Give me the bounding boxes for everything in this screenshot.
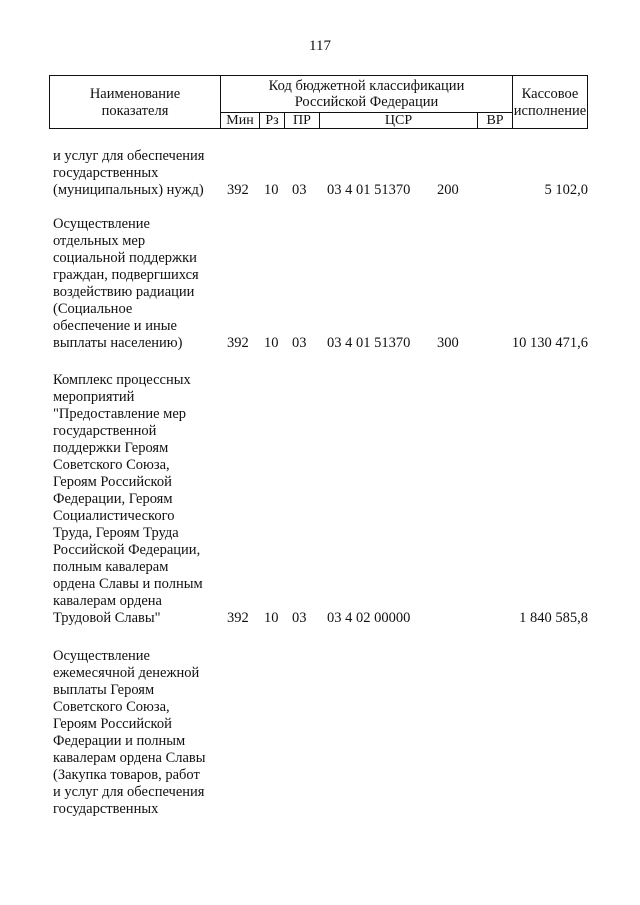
header-name: Наименование показателя bbox=[49, 75, 221, 129]
table-row bbox=[53, 372, 588, 627]
row-pr: 03 bbox=[292, 182, 307, 198]
row-csr: 03 4 01 51370 bbox=[327, 335, 411, 351]
header-min: Мин bbox=[220, 112, 260, 129]
row-csr: 03 4 02 00000 bbox=[327, 610, 411, 626]
table-row bbox=[53, 648, 588, 818]
row-rz: 10 bbox=[264, 610, 279, 626]
header-csr: ЦСР bbox=[319, 112, 478, 129]
table-row bbox=[53, 216, 588, 352]
row-vr: 300 bbox=[437, 335, 459, 351]
row-name: и услуг для обеспечения государственных (муниципальных) нужд) bbox=[53, 148, 205, 198]
header-cash: Кассовое исполнение bbox=[512, 75, 588, 129]
table-row bbox=[53, 148, 588, 199]
header-vr: ВР bbox=[477, 112, 513, 129]
row-rz: 10 bbox=[264, 182, 279, 198]
header-pr: ПР bbox=[284, 112, 320, 129]
page-number: 117 bbox=[309, 38, 331, 54]
row-pr: 03 bbox=[292, 610, 307, 626]
header-rz: Рз bbox=[259, 112, 285, 129]
row-min: 392 bbox=[227, 182, 249, 198]
row-rz: 10 bbox=[264, 335, 279, 351]
row-name: Комплекс процессных мероприятий "Предоставление мер государственной поддержки Героям Советского Союза, Героям Российской Федерации, Героям Социалистического Труда, Героям Труда Российской Федерации, полным кавалерам ордена Славы и полным кавалерам ордена Трудовой Славы" bbox=[53, 372, 203, 626]
row-name: Осуществление ежемесячной денежной выплаты Героям Советского Союза, Героям Российской Федерации и полным кавалерам ордена Славы (Закупка товаров, работ и услуг для обеспечения государственных bbox=[53, 648, 206, 817]
row-cash: 10 130 471,6 bbox=[511, 335, 588, 351]
row-min: 392 bbox=[227, 335, 249, 351]
row-cash: 5 102,0 bbox=[544, 182, 588, 198]
row-min: 392 bbox=[227, 610, 249, 626]
header-code-group: Код бюджетной классификации Российской Федерации bbox=[220, 75, 513, 113]
row-vr: 200 bbox=[437, 182, 459, 198]
table-header bbox=[49, 75, 588, 129]
row-pr: 03 bbox=[292, 335, 307, 351]
row-cash: 1 840 585,8 bbox=[519, 610, 588, 626]
row-csr: 03 4 01 51370 bbox=[327, 182, 411, 198]
row-name: Осуществление отдельных мер социальной поддержки граждан, подвергшихся воздействию радиации (Социальное обеспечение и иные выплаты населению) bbox=[53, 216, 199, 351]
